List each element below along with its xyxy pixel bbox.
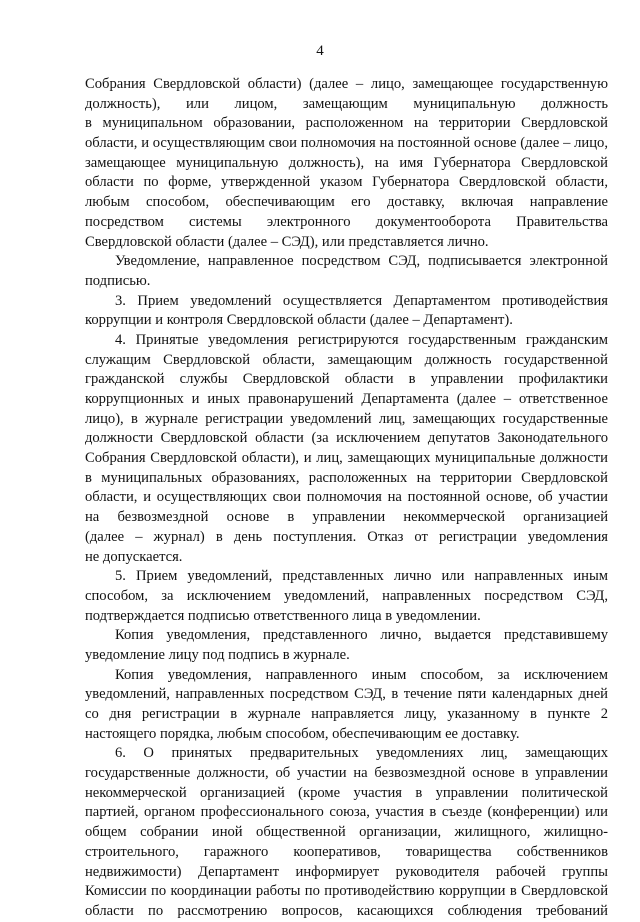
text-line: области, и осуществляющим свои полномочия на постоянной основе (далее – лицо, [85,135,608,152]
text-line: 5. Прием уведомлений, представленных лично или направленных иным [115,568,608,585]
text-line: способом, за исключением уведомлений, направленных посредством СЭД, [85,587,608,604]
text-line: гражданской службы Свердловской области в управлении профилактики [85,371,608,388]
text-line: настоящего порядка, любым способом, обеспечивающим ее доставку. [85,725,520,742]
text-line: со дня регистрации в журнале направляется лицу, указанному в пункте 2 [85,706,608,722]
text-line: области по рассмотрению вопросов, касающихся соблюдения требований [85,902,608,919]
text-line: недвижимости) Департамент информирует руководителя рабочей группы [85,863,608,880]
text-line: Собрания Свердловской области) (далее – лицо, замещающее государственную [85,76,608,92]
text-line: в муниципальных образованиях, расположенных на территории Свердловской [85,469,608,486]
text-line: Копия уведомления, представленного лично, выдается представившему [115,627,608,644]
text-line: строительного, гаражного кооперативов, товарищества собственников [85,843,608,860]
text-line: партией, органом профессионального союза, участия в съезде (конференции) или [85,804,608,821]
text-line: служащим Свердловской области, замещающим должность государственной [85,351,608,368]
text-line: в муниципальном образовании, расположенном на территории Свердловской [85,115,608,132]
page-number: 4 [316,43,324,59]
text-line: должности Свердловской области (за исключением депутатов Законодательного [85,430,608,447]
text-line: области, и осуществляющих свои полномочия на постоянной основе, об участии [85,489,608,506]
text-line: уведомлений, направленных посредством СЭД, в течение пяти календарных дней [85,686,608,703]
text-line: Свердловской области (далее – СЭД), или представляется лично. [85,233,489,250]
text-line: должность), или лицом, замещающим муниципальную должность [85,95,608,112]
text-line: 3. Прием уведомлений осуществляется Департаментом противодействия [115,292,608,309]
text-line: коррупционных и иных правонарушений Департамента (далее – ответственное [85,391,608,407]
text-line: общем собрании иной общественной организации, жилищного, жилищно- [85,824,608,841]
text-line: на безвозмездной основе в управлении некоммерческой организацией [85,509,608,526]
text-line: лицо), в журнале регистрации уведомлений лиц, замещающих государственные [85,410,608,427]
text-line: замещающее муниципальную должность), на имя Губернатора Свердловской [85,154,608,171]
text-line: государственные должности, об участии на безвозмездной основе в управлении [85,765,608,782]
text-line: подтверждается подписью ответственного лица в уведомлении. [85,607,481,624]
text-line: уведомление лицу под подпись в журнале. [85,646,350,663]
text-line: Комиссии по координации работы по противодействию коррупции в Свердловской [85,883,608,900]
text-line: (далее – журнал) в день поступления. Отказ от регистрации уведомления [85,528,608,545]
text-line: Копия уведомления, направленного иным способом, за исключением [115,666,608,683]
text-line: коррупции и контроля Свердловской области (далее – Департамент). [85,312,513,329]
text-line: подписью. [85,272,151,289]
text-line: некоммерческой организацией (кроме участия в управлении политической [85,784,608,801]
text-line: 4. Принятые уведомления регистрируются государственным гражданским [115,331,608,348]
text-line: области по форме, утвержденной указом Губернатора Свердловской области, [85,174,608,191]
text-line: любым способом, обеспечивающим его доставку, включая направление [85,194,608,211]
text-line: Уведомление, направленное посредством СЭД, подписывается электронной [115,253,608,270]
text-line: 6. О принятых предварительных уведомлениях лиц, замещающих [115,745,608,762]
text-line: Собрания Свердловской области), и лиц, замещающих муниципальные должности [85,450,608,467]
text-line: посредством системы электронного документооборота Правительства [85,213,608,230]
document-body [85,75,608,922]
text-line: не допускается. [85,548,183,565]
